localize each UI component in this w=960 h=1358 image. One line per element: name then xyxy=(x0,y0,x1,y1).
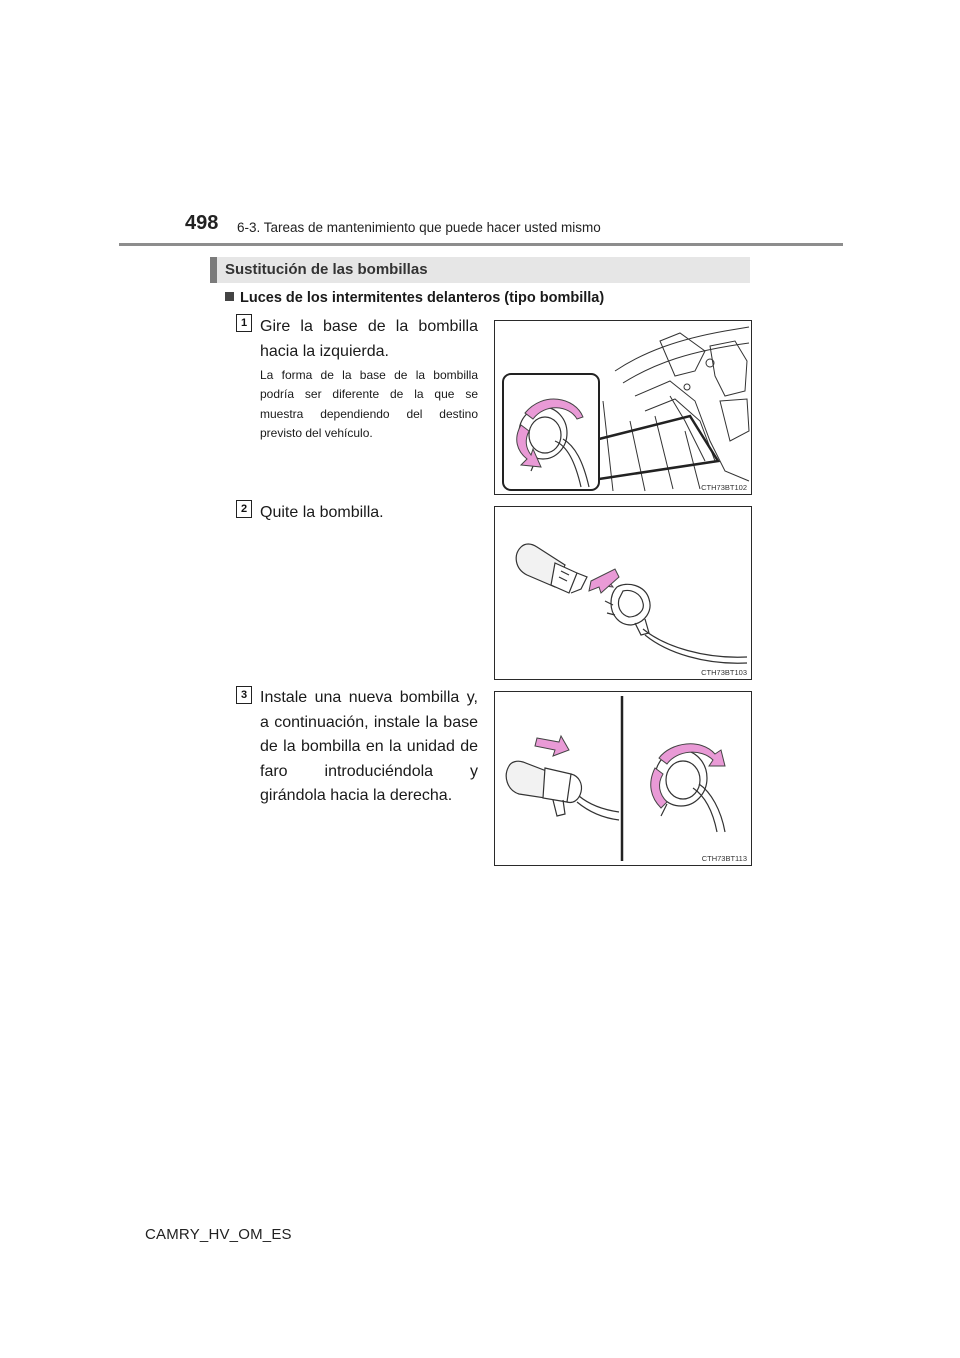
subheading-text: Luces de los intermitentes delanteros (tipo bombilla) xyxy=(240,290,605,306)
figure-code: CTH73BT102 xyxy=(701,483,747,492)
bulb-install-rotate-right-illustration xyxy=(495,692,751,865)
step-2-text: Quite la bombilla. xyxy=(260,504,384,521)
step-3-text: Instale una nueva bombilla y, a continuación, instale la base de la bombilla en la unidad de faro introduciéndola y girándola hacia la derecha. xyxy=(260,689,478,804)
subheading xyxy=(225,290,604,306)
step-1-text: Gire la base de la bombilla hacia la izquierda. xyxy=(260,318,478,360)
square-bullet-icon xyxy=(225,292,234,301)
step-1-note: La forma de la base de la bombilla podría ser diferente de la que se muestra dependiendo del destino previsto del vehículo. xyxy=(260,368,478,441)
figure-code: CTH73BT103 xyxy=(701,668,747,677)
step-2-badge: 2 xyxy=(236,500,252,518)
running-header: 6-3. Tareas de mantenimiento que puede hacer usted mismo xyxy=(237,220,601,235)
footer-doc-code: CAMRY_HV_OM_ES xyxy=(145,1226,292,1243)
step-1-badge: 1 xyxy=(236,314,252,332)
figure-step-2 xyxy=(494,506,752,680)
bulb-socket-rotate-left-illustration xyxy=(495,321,751,494)
page-number: 498 xyxy=(185,212,219,234)
figure-step-1 xyxy=(494,320,752,495)
section-title: Sustitución de las bombillas xyxy=(225,261,428,278)
header-rule xyxy=(119,243,843,246)
figure-step-3 xyxy=(494,691,752,866)
section-heading-bar xyxy=(210,257,750,283)
section-heading-tab xyxy=(210,257,217,283)
bulb-removal-illustration xyxy=(495,507,751,679)
step-3-badge: 3 xyxy=(236,686,252,704)
figure-code: CTH73BT113 xyxy=(701,854,747,863)
